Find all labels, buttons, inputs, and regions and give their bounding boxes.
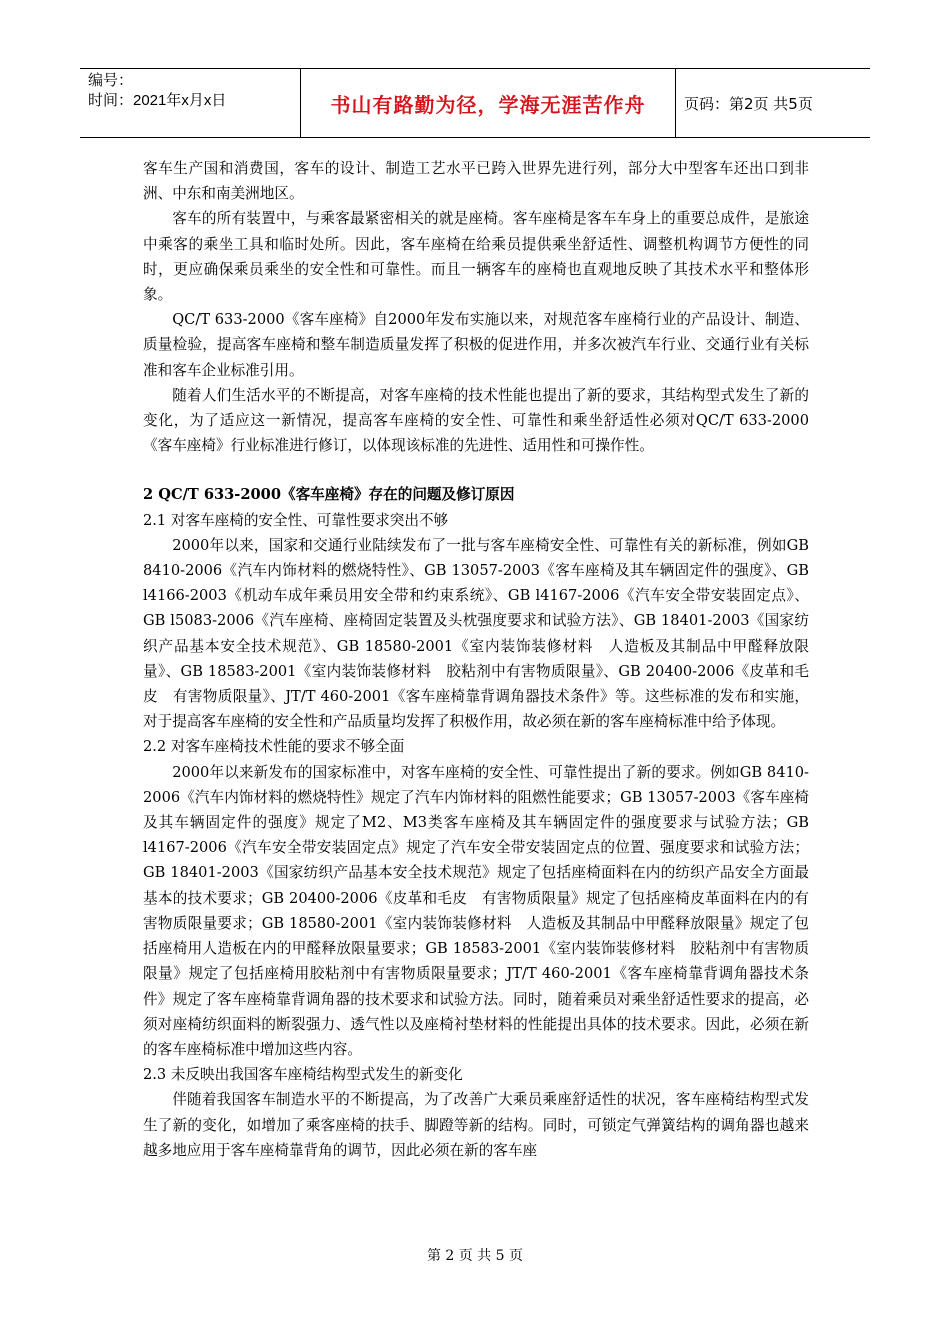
section-heading: 2 QC/T 633-2000《客车座椅》存在的问题及修订原因 bbox=[143, 486, 515, 504]
page-footer: 第 2 页 共 5 页 bbox=[426, 1248, 524, 1264]
paragraph: 伴随着我国客车制造水平的不断提高，为了改善广大乘员乘座舒适性的状况，客车座椅结构型式发生了新的变化，如增加了乘客座椅的扶手、脚蹬等新的结构。同时，可锁定气弹簧结构的调角器也越来越多地应用于客车座椅靠背角的调节，因此必须在新的客车座 bbox=[143, 1091, 809, 1159]
doc-time-label: 时间：2021年x月x日 bbox=[88, 92, 227, 109]
subsection-heading: 2.3 未反映出我国客车座椅结构型式发生的新变化 bbox=[143, 1066, 463, 1084]
subsection-heading: 2.2 对客车座椅技术性能的要求不够全面 bbox=[143, 738, 405, 756]
header-meta bbox=[80, 69, 301, 137]
paragraph: 随着人们生活水平的不断提高，对客车座椅的技术性能也提出了新的要求，其结构型式发生了新的变化，为了适应这一新情况，提高客车座椅的安全性、可靠性和乘坐舒适性必须对QC/T 633-2000《客车座椅》行业标准进行修订，以体现该标准的先进性、适用性和可操作性。 bbox=[143, 386, 809, 455]
paragraph: 2000年以来，国家和交通行业陆续发布了一批与客车座椅安全性、可靠性有关的新标准，例如GB 8410-2006《汽车内饰材料的燃烧特性》、GB 13057-2003《客车座椅及其车辆固定件的强度》、GB l4166-2003《机动车成年乘员用安全带和约束系统》、GB l4167-2006《汽车安全带安装固定点》、GB l5083-2006《汽车座椅、座椅固定装置及头枕强度要求和试验方法》、GB 18401-2003《国家纺织产品基本安全技术规范》、GB 18580-2001《室内装饰装修材料 人造板及其制品中甲醛释放限量》、GB 18583-2001《室内装饰装修材料 胶粘剂中有害物质限量》、GB 20400-2006《皮革和毛皮 有害物质限量》、JT/T 460-2001《客车座椅靠背调角器技术条件》等。这些标准的发布和实施，对于提高客车座椅的安全性和产品质量均发挥了积极作用，故必须在新的客车座椅标准中给予体现。 bbox=[143, 536, 809, 731]
header-motto: 书山有路勤为径，学海无涯苦作舟 bbox=[301, 69, 676, 137]
paragraph: QC/T 633-2000《客车座椅》自2000年发布实施以来，对规范客车座椅行业的产品设计、制造、质量检验，提高客车座椅和整车制造质量发挥了积极的促进作用，并多次被汽车行业、交通行业有关标准和客车企业标准引用。 bbox=[143, 311, 809, 379]
paragraph: 2000年以来新发布的国家标准中，对客车座椅的安全性、可靠性提出了新的要求。例如GB 8410-2006《汽车内饰材料的燃烧特性》规定了汽车内饰材料的阻燃性能要求；GB 13057-2003《客车座椅及其车辆固定件的强度》规定了M2、M3类客车座椅及其车辆固定件的强度要求与试验方法；GB l4167-2006《汽车安全带安装固定点》规定了汽车安全带安装固定点的位置、强度要求和试验方法；GB 18401-2003《国家纺织产品基本安全技术规范》规定了包括座椅面料在内的纺织产品安全方面最基本的技术要求；GB 20400-2006《皮革和毛皮 有害物质限量》规定了包括座椅皮革面料在内的有害物质限量要求；GB 18580-2001《室内装饰装修材料 人造板及其制品中甲醛释放限量》规定了包括座椅用人造板在内的甲醛释放限量要求；GB 18583-2001《室内装饰装修材料 胶粘剂中有害物质限量》规定了包括座椅用胶粘剂中有害物质限量要求；JT/T 460-2001《客车座椅靠背调角器技术条件》规定了客车座椅靠背调角器的技术要求和试验方法。同时，随着乘员对乘坐舒适性要求的提高，必须对座椅纺织面料的断裂强力、透气性以及座椅衬垫材料的性能提出具体的技术要求。因此，必须在新的客车座椅标准中增加这些内容。 bbox=[143, 763, 809, 1058]
header-page-info: 页码：第2页 共5页 bbox=[684, 94, 813, 113]
paragraph: 客车的所有装置中，与乘客最紧密相关的就是座椅。客车座椅是客车车身上的重要总成件，是旅途中乘客的乘坐工具和临时处所。因此，客车座椅在给乘员提供乘坐舒适性、调整机构调节方便性的同时，更应确保乘员乘坐的安全性和可靠性。而且一辆客车的座椅也直观地反映了其技术水平和整体形象。 bbox=[143, 210, 809, 304]
document-body bbox=[143, 156, 809, 1163]
doc-number-label: 编号： bbox=[88, 72, 134, 89]
page-header bbox=[80, 68, 870, 138]
subsection-heading: 2.1 对客车座椅的安全性、可靠性要求突出不够 bbox=[143, 511, 449, 529]
paragraph: 客车生产国和消费国，客车的设计、制造工艺水平已跨入世界先进行列，部分大中型客车还出口到非洲、中东和南美洲地区。 bbox=[143, 160, 809, 203]
